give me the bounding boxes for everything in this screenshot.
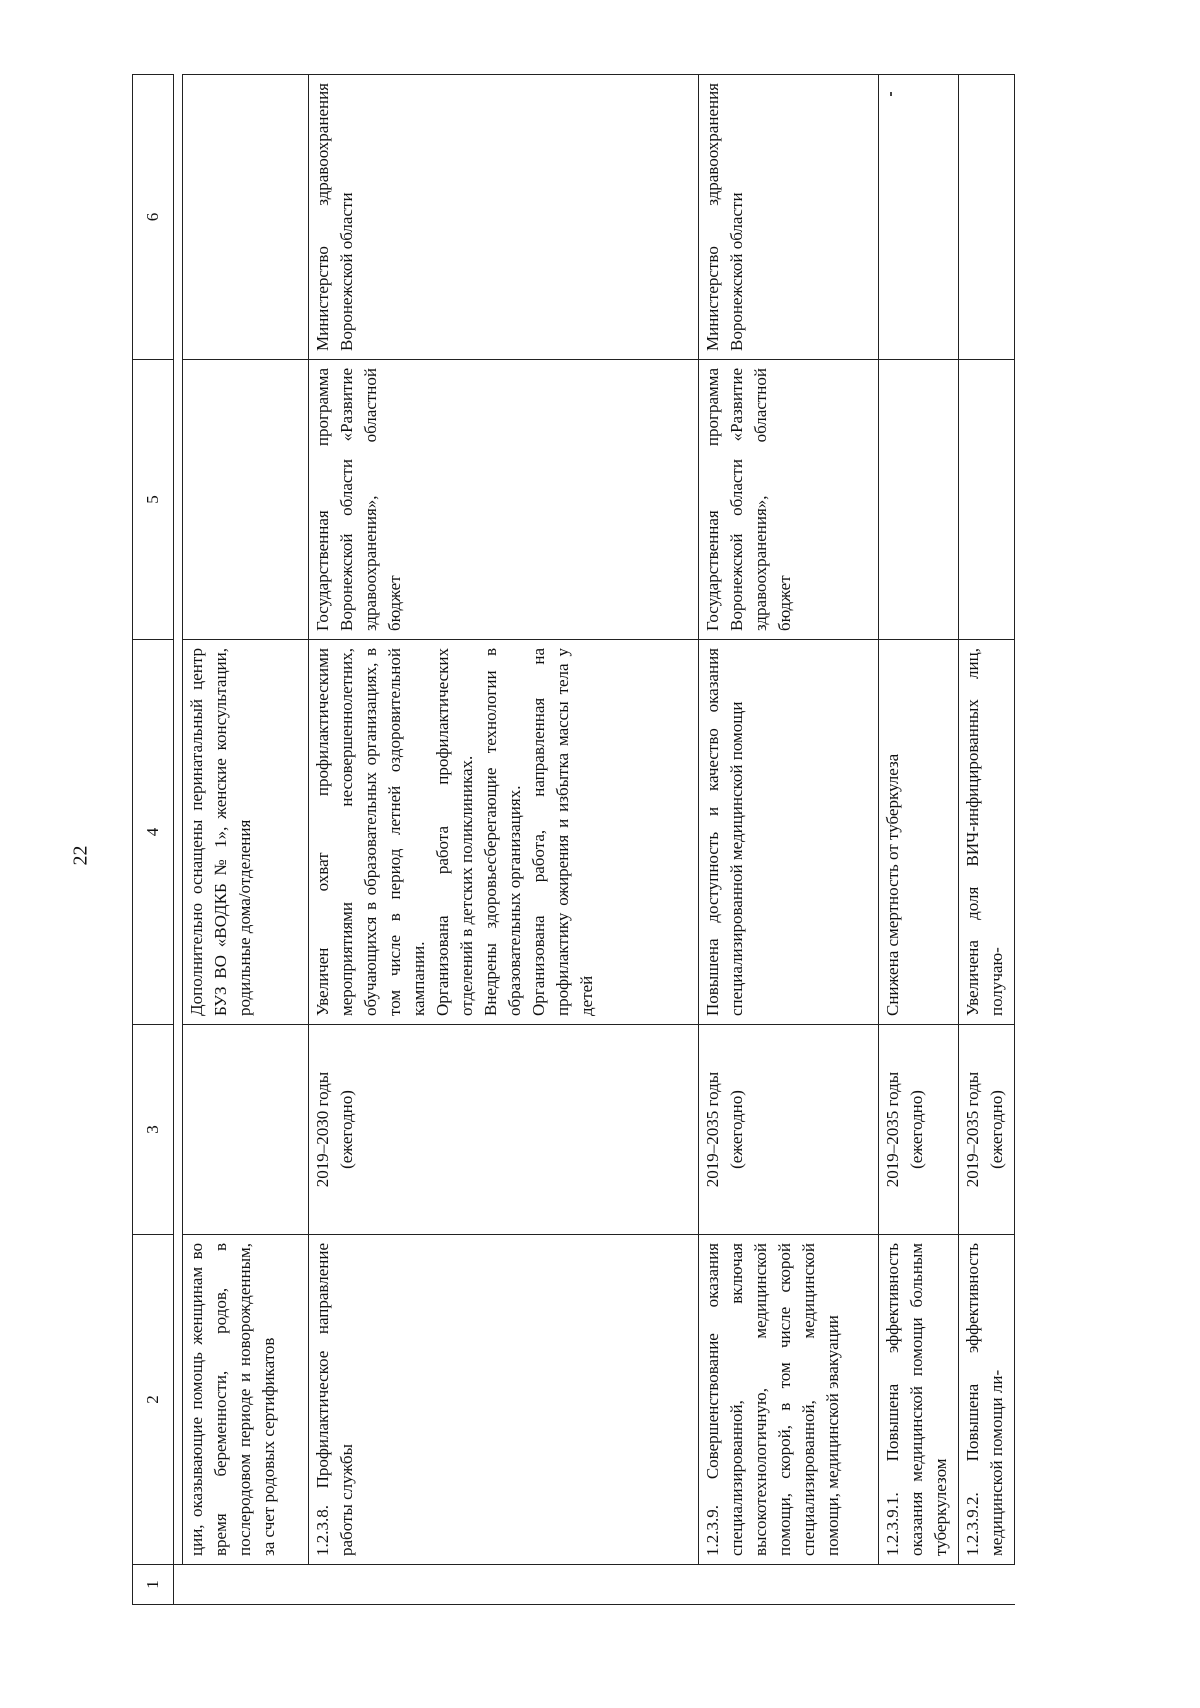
cell-col1 (879, 1565, 959, 1605)
result-paragraph: Повышена доступность и качество оказания специализированной медицинской помощи (703, 648, 746, 1016)
cell-measure: ции, оказывающие помощь женщинам во время беременности, родов, в послеродовом периоде и новорожденным, за счет родовых сертификатов (183, 1235, 309, 1565)
cell-period: 2019–2030 годы (ежегодно) (309, 1025, 699, 1235)
result-paragraph: Организована работа, направленная на профилактику ожирения и избытка массы тела у детей (529, 648, 596, 1016)
cell-period: 2019–2035 годы (ежегодно) (699, 1025, 879, 1235)
table-row (309, 75, 699, 1605)
cell-result (183, 640, 309, 1025)
cell-measure: 1.2.3.9.2. Повышена эффективность медицинской помощи ли- (959, 1235, 1015, 1565)
cell-responsible (879, 75, 959, 360)
cell-measure: 1.2.3.9. Совершенствование оказания специализированной, включая высокотехнологичную, медицинской помощи, скорой, в том числе скорой специализированной, медицинской помощи, медицинской эвакуации (699, 1235, 879, 1565)
cell-measure: 1.2.3.9.1. Повышена эффективность оказания медицинской помощи больным туберкулезом (879, 1235, 959, 1565)
cell-col1 (309, 1565, 699, 1605)
result-paragraph: Увеличен охват профилактическими мероприятиями несовершеннолетних, обучающихся в образовательных организациях, в том числе в период летней оздоровительной кампании. (313, 648, 428, 1016)
plan-table (132, 74, 1015, 1605)
result-paragraph: Дополнительно оснащены перинатальный центр БУЗ ВО «ВОДКБ № 1», женские консультации, родильные дома/отделения (187, 648, 254, 1016)
table-row (699, 75, 879, 1605)
cell-responsible (183, 75, 309, 360)
column-header-4: 4 (133, 640, 174, 1025)
gap-cell (174, 75, 183, 1565)
cell-period (183, 1025, 309, 1235)
cell-funding (879, 360, 959, 640)
cell-funding (959, 360, 1015, 640)
gap-cell (174, 1565, 183, 1605)
plan-table-wrapper (132, 75, 1092, 1605)
result-paragraph: Увеличена доля ВИЧ-инфицированных лиц, получаю- (963, 648, 1006, 1016)
table-row (879, 75, 959, 1605)
page-number: 22 (69, 845, 92, 866)
cell-responsible (959, 75, 1015, 360)
result-paragraph: Внедрены здоровьесберегающие технологии в образовательных организациях. (481, 648, 524, 1016)
cell-responsible: Министерство здравоохранения Воронежской области (699, 75, 879, 360)
result-paragraph: Снижена смертность от туберкулеза (883, 753, 902, 1016)
cell-period: 2019–2035 годы (ежегодно) (959, 1025, 1015, 1235)
cell-col1 (183, 1565, 309, 1605)
column-header-1: 1 (133, 1565, 174, 1605)
cell-funding (183, 360, 309, 640)
cell-col1 (699, 1565, 879, 1605)
cell-result (699, 640, 879, 1025)
column-header-5: 5 (133, 360, 174, 640)
column-header-3: 3 (133, 1025, 174, 1235)
cell-result (879, 640, 959, 1025)
cell-funding: Государственная программа Воронежской области «Развитие здравоохранения», областной бюджет (309, 360, 699, 640)
column-header-6: 6 (133, 75, 174, 360)
cell-result (959, 640, 1015, 1025)
header-row (133, 75, 174, 1605)
result-paragraph: Организована работа профилактических отделений в детских поликлиниках. (433, 648, 476, 1016)
gap-row (174, 75, 183, 1605)
table-row (959, 75, 1015, 1605)
cell-measure: 1.2.3.8. Профилактическое направление работы службы (309, 1235, 699, 1565)
table-row (183, 75, 309, 1605)
cell-period: 2019–2035 годы (ежегодно) (879, 1025, 959, 1235)
column-header-2: 2 (133, 1235, 174, 1565)
cell-col1 (959, 1565, 1015, 1605)
cell-result (309, 640, 699, 1025)
cell-funding: Государственная программа Воронежской области «Развитие здравоохранения», областной бюджет (699, 360, 879, 640)
cell-responsible: Министерство здравоохранения Воронежской области (309, 75, 699, 360)
